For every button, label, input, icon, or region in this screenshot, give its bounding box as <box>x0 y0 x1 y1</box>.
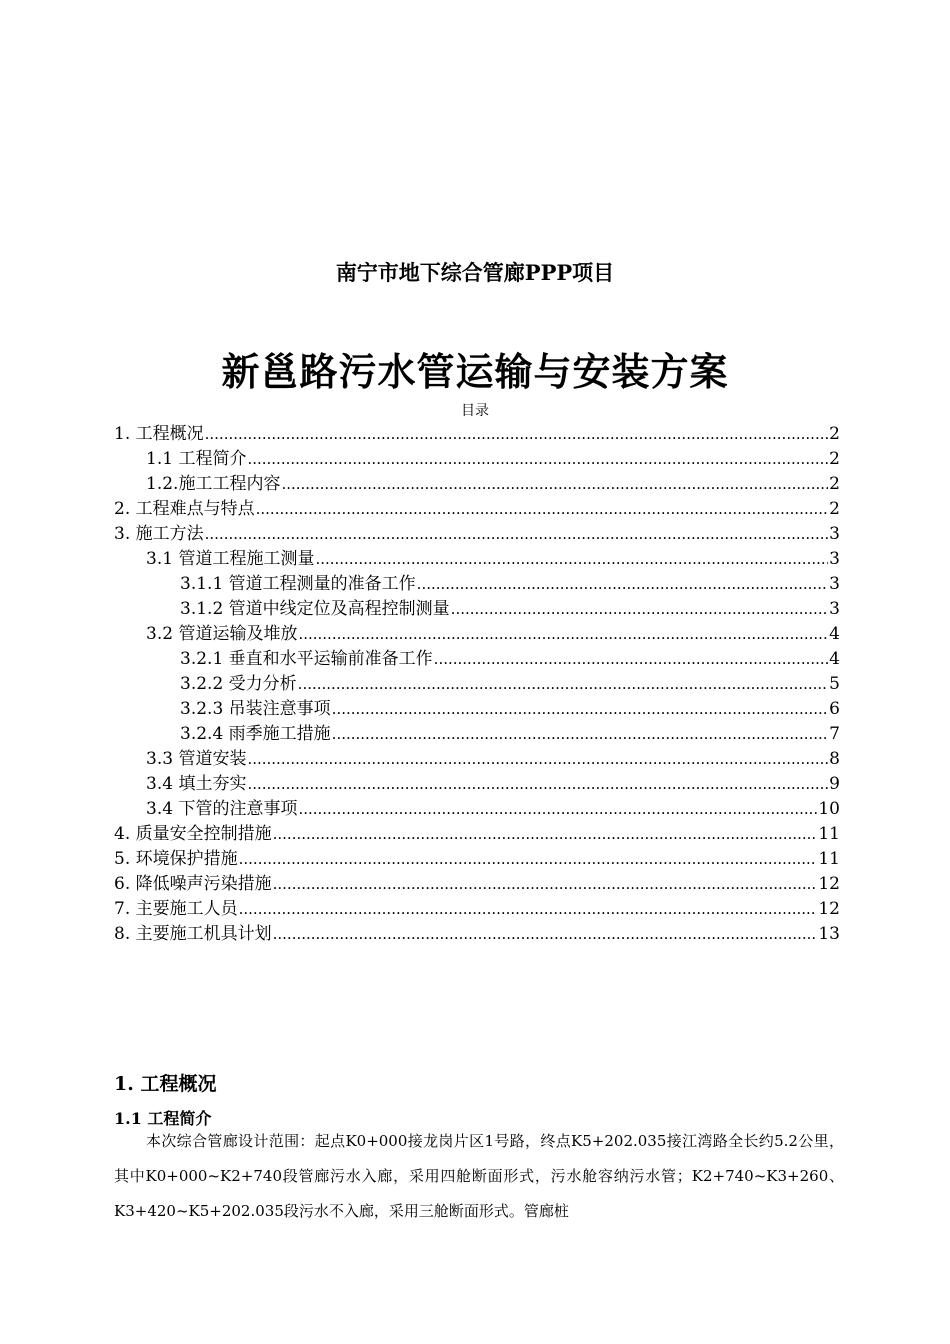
toc-dot-leader <box>239 847 818 872</box>
toc-entry[interactable] <box>180 647 840 672</box>
toc-entry[interactable] <box>146 622 840 647</box>
main-title: 新邕路污水管运输与安装方案 <box>221 349 729 394</box>
toc-dot-leader <box>247 447 828 472</box>
toc-entry-label: 5. 环境保护措施 <box>114 849 238 869</box>
toc-page-number: 5 <box>829 674 840 694</box>
toc-entry[interactable] <box>146 447 840 472</box>
toc-entry[interactable] <box>114 822 840 847</box>
toc-entry[interactable] <box>180 697 840 722</box>
toc-dot-leader <box>256 497 829 522</box>
toc-page-number: 12 <box>818 899 840 919</box>
toc-entry-label: 4. 质量安全控制措施 <box>114 824 272 844</box>
toc-entry[interactable] <box>146 472 840 497</box>
toc-entry[interactable] <box>114 872 840 897</box>
toc-dot-leader <box>451 597 829 622</box>
toc-page-number: 7 <box>829 724 840 744</box>
toc-entry[interactable] <box>180 722 840 747</box>
section-heading: 1. 工程概况 <box>114 1073 217 1095</box>
toc-heading: 目录 <box>461 403 489 419</box>
toc-dot-leader <box>247 772 828 797</box>
toc-entry[interactable] <box>114 847 840 872</box>
toc-dot-leader <box>298 672 829 697</box>
toc-entry[interactable] <box>180 672 840 697</box>
toc-page-number: 3 <box>829 524 840 544</box>
toc-entry[interactable] <box>114 422 840 447</box>
toc-entry-label: 8. 主要施工机具计划 <box>114 924 272 944</box>
toc-entry-label: 3.1.1 管道工程测量的准备工作 <box>180 574 416 594</box>
toc-entry-label: 3.2.4 雨季施工措施 <box>180 724 331 744</box>
toc-dot-leader <box>332 697 829 722</box>
toc-page-number: 3 <box>829 599 840 619</box>
toc-entry-label: 3.2.2 受力分析 <box>180 674 297 694</box>
toc-page-number: 13 <box>818 924 840 944</box>
toc-entry-label: 3.1 管道工程施工测量 <box>146 549 315 569</box>
toc-page-number: 2 <box>829 424 840 444</box>
toc-entry[interactable] <box>146 772 840 797</box>
toc-dot-leader <box>298 622 828 647</box>
toc-entry[interactable] <box>114 522 840 547</box>
toc-entry-label: 3.1.2 管道中线定位及高程控制测量 <box>180 599 450 619</box>
toc-entry[interactable] <box>114 922 840 947</box>
toc-dot-leader <box>273 922 818 947</box>
toc-dot-leader <box>273 872 818 897</box>
toc-page-number: 2 <box>829 499 840 519</box>
toc-entry-label: 3.2.3 吊装注意事项 <box>180 699 331 719</box>
toc-page-number: 12 <box>818 874 840 894</box>
toc-dot-leader <box>239 897 818 922</box>
toc-page-number: 6 <box>829 699 840 719</box>
toc-page-number: 11 <box>818 824 840 844</box>
toc-dot-leader <box>434 647 829 672</box>
toc-page-number: 2 <box>829 449 840 469</box>
toc-entry[interactable] <box>146 747 840 772</box>
toc-entry-label: 6. 降低噪声污染措施 <box>114 874 272 894</box>
toc-entry-label: 3.4 下管的注意事项 <box>146 799 298 819</box>
toc-page-number: 3 <box>829 549 840 569</box>
subsection-heading: 1.1 工程简介 <box>114 1109 212 1128</box>
toc-entry-label: 1. 工程概况 <box>114 424 204 444</box>
toc-dot-leader <box>281 472 828 497</box>
project-title: 南宁市地下综合管廊PPP项目 <box>335 260 615 285</box>
toc-entry[interactable] <box>180 597 840 622</box>
toc-entry-label: 7. 主要施工人员 <box>114 899 238 919</box>
toc-page-number: 11 <box>818 849 840 869</box>
toc-dot-leader <box>273 822 818 847</box>
toc-entry[interactable] <box>180 572 840 597</box>
toc-dot-leader <box>247 747 828 772</box>
toc-page-number: 3 <box>829 574 840 594</box>
toc-page-number: 2 <box>829 474 840 494</box>
toc-entry[interactable] <box>114 897 840 922</box>
body-paragraph: 本次综合管廊设计范围：起点K0+000接龙岗片区1号路，终点K5+202.035接江湾路全长约5.2公里，其中K0+000~K2+740段管廊污水入廊，采用四舱断面形式，污水舱容纳污水管；K2+740~K3+260、K3+420~K5+202.035段污水不入廊，采用三舱断面形式。管廊桩 <box>114 1132 844 1220</box>
toc-page-number: 10 <box>818 799 840 819</box>
toc-entry-label: 3.3 管道安装 <box>146 749 247 769</box>
toc-dot-leader <box>315 547 828 572</box>
toc-entry-label: 1.2.施工工程内容 <box>146 474 281 494</box>
toc-entry-label: 2. 工程难点与特点 <box>114 499 255 519</box>
toc-entry-label: 3.2.1 垂直和水平运输前准备工作 <box>180 649 433 669</box>
toc-page-number: 4 <box>829 649 840 669</box>
toc-entry-label: 3. 施工方法 <box>114 524 204 544</box>
toc-entry-label: 3.2 管道运输及堆放 <box>146 624 298 644</box>
toc-dot-leader <box>205 422 829 447</box>
toc-dot-leader <box>417 572 829 597</box>
toc-page-number: 4 <box>829 624 840 644</box>
toc-entry-label: 1.1 工程简介 <box>146 449 247 469</box>
toc-entry[interactable] <box>146 547 840 572</box>
toc-page-number: 8 <box>829 749 840 769</box>
toc-page-number: 9 <box>829 774 840 794</box>
toc-dot-leader <box>298 797 817 822</box>
toc-entry[interactable] <box>146 797 840 822</box>
toc-dot-leader <box>332 722 829 747</box>
toc-dot-leader <box>205 522 829 547</box>
toc-entry-label: 3.4 填土夯实 <box>146 774 247 794</box>
toc-entry[interactable] <box>114 497 840 522</box>
